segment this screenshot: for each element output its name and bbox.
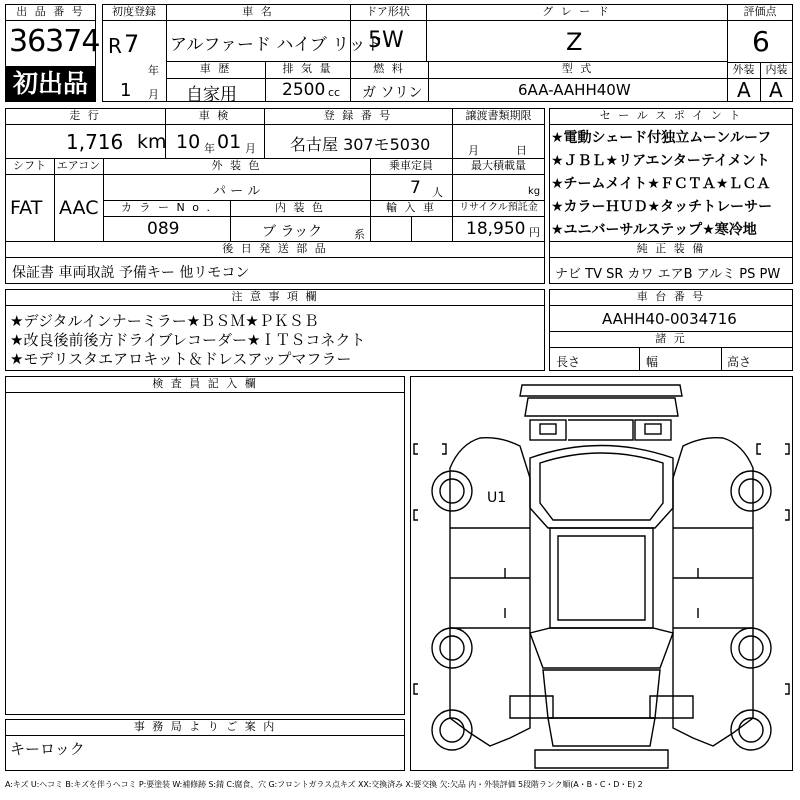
mileage-label: 走 行 [69,109,101,122]
insp-month: 01 [217,131,242,153]
plate-number: 名古屋 307モ5030 [290,135,431,154]
color-no-label: カ ラ ー N o . [121,201,212,214]
capacity: 7 [410,178,421,198]
ac: AAC [59,197,99,219]
capacity-label: 乗車定員 [389,159,433,172]
damage-mark: U1 [487,490,507,506]
reg-year: 7 [124,30,140,58]
sales-line: ★電動シェード付独立ムーンルーフ [551,130,772,146]
ext-color: パ ー ル [213,184,261,199]
displacement: 2500 [282,80,326,100]
model-label: 型 式 [561,62,594,75]
chassis-label: 車 台 番 号 [636,290,706,303]
ext-grade: A [737,78,751,102]
sales-line: ★チームメイト★ＦＣＴＡ★ＬＣＡ [551,176,771,192]
insp-year-unit: 年 [204,142,215,155]
notes-label: 注 意 事 項 欄 [231,290,319,303]
score-label: 評価点 [743,5,777,18]
sales-line: ★ユニバーサルステップ★寒冷地 [551,222,757,238]
capacity-unit: 人 [432,186,443,199]
fuel-label: 燃 料 [373,62,405,75]
int-color: ブ ラック [262,224,323,240]
grade-label: グ レ ー ド [542,5,611,18]
inspector-box [5,376,405,715]
inspector-label: 検 査 員 記 入 欄 [152,377,258,390]
legend: A:キズ U:ヘコミ B:キズを伴うヘコミ P:要塗装 W:補修跡 S:錆 C:腐食、穴 G:フロントガラス点キズ XX:交換済み X:要交換 欠:欠品 内・外装評価 5段階ランク順(A・B・C・D・E) 2 [5,780,643,789]
score: 6 [752,25,770,58]
insp-year: 10 [176,131,201,153]
car-name: アルファード ハイブ リッド [170,35,383,55]
car-diagram [410,378,793,771]
shift-label: シフト [13,159,46,172]
model-code: 6AA-AAHH40W [518,81,631,99]
year-unit: 年 [148,64,159,77]
note-line: ★改良後前後方ドライブレコーダー★ＩＴＳコネクト [10,331,366,349]
plate-label: 登 録 番 号 [323,109,393,122]
length-label: 長さ [556,355,581,369]
height-label: 高さ [727,355,752,369]
later-parts-label: 後 日 発 送 部 品 [222,242,328,255]
era: R [108,34,122,58]
first-listing-badge: 初出品 [6,66,95,101]
int-label: 内装 [765,63,788,76]
door-label: ドア形状 [366,5,410,18]
transfer-month-unit: 月 [468,144,479,157]
inspection-label: 車 検 [198,109,231,122]
displacement-unit: cc [328,86,341,99]
office-label: 事 務 局 よ り ご 案 内 [133,720,277,733]
ext-color-label: 外 装 色 [211,159,262,172]
car-name-label: 車 名 [242,5,274,18]
color-no: 089 [147,219,180,239]
equipment: ナビ TV SR カワ エアB アルミ PS PW [555,267,781,282]
import-label: 輸 入 車 [386,201,436,214]
shift: FAT [10,197,43,219]
mileage-unit: km [137,131,167,153]
lot-label: 出 品 番 号 [16,5,85,18]
recycle-unit: 円 [529,226,540,239]
office-note: キーロック [10,740,85,758]
transfer-day-unit: 日 [516,144,527,157]
mileage: 1,716 [66,130,124,154]
fuel: ガ ソリン [362,85,423,101]
int-grade: A [769,78,783,102]
chassis-number: AAHH40-0034716 [602,310,737,328]
load-unit: kg [528,186,541,197]
recycle-label: リサイクル預託金 [459,202,538,213]
equipment-label: 純 正 装 備 [636,242,706,255]
door-type: 5W [368,28,404,53]
reg-month: 1 [120,80,132,101]
width-label: 幅 [646,355,659,369]
spec-label: 諸 元 [655,332,687,345]
note-line: ★モデリスタエアロキット＆ドレスアップマフラー [10,350,352,368]
history: 自家用 [186,85,237,105]
grade: Z [566,28,583,56]
int-color-label: 内 装 色 [275,201,325,214]
ext-label: 外装 [732,63,755,76]
first-reg-label: 初度登録 [112,5,156,18]
later-parts: 保証書 車両取説 予備キー 他リモコン [12,265,250,281]
transfer-label: 譲渡書類期限 [465,109,532,122]
int-color-unit: 系 [354,228,365,241]
sales-label: セ ー ル ス ポ イ ン ト [599,109,743,122]
sales-line: ★ＪＢＬ★リアエンターテイメント [551,153,770,169]
recycle-fee: 18,950 [466,219,526,239]
ac-label: エアコン [56,159,101,172]
displacement-label: 排 気 量 [282,62,333,75]
load-label: 最大積載量 [471,159,526,172]
insp-month-unit: 月 [245,142,256,155]
sales-line: ★カラーＨＵＤ★タッチトレーサー [551,199,773,215]
month-unit: 月 [148,88,159,101]
lot-number: 36374 [9,24,100,59]
note-line: ★デジタルインナーミラー★ＢＳＭ★ＰＫＳＢ [10,312,319,330]
history-label: 車 歴 [199,62,232,75]
